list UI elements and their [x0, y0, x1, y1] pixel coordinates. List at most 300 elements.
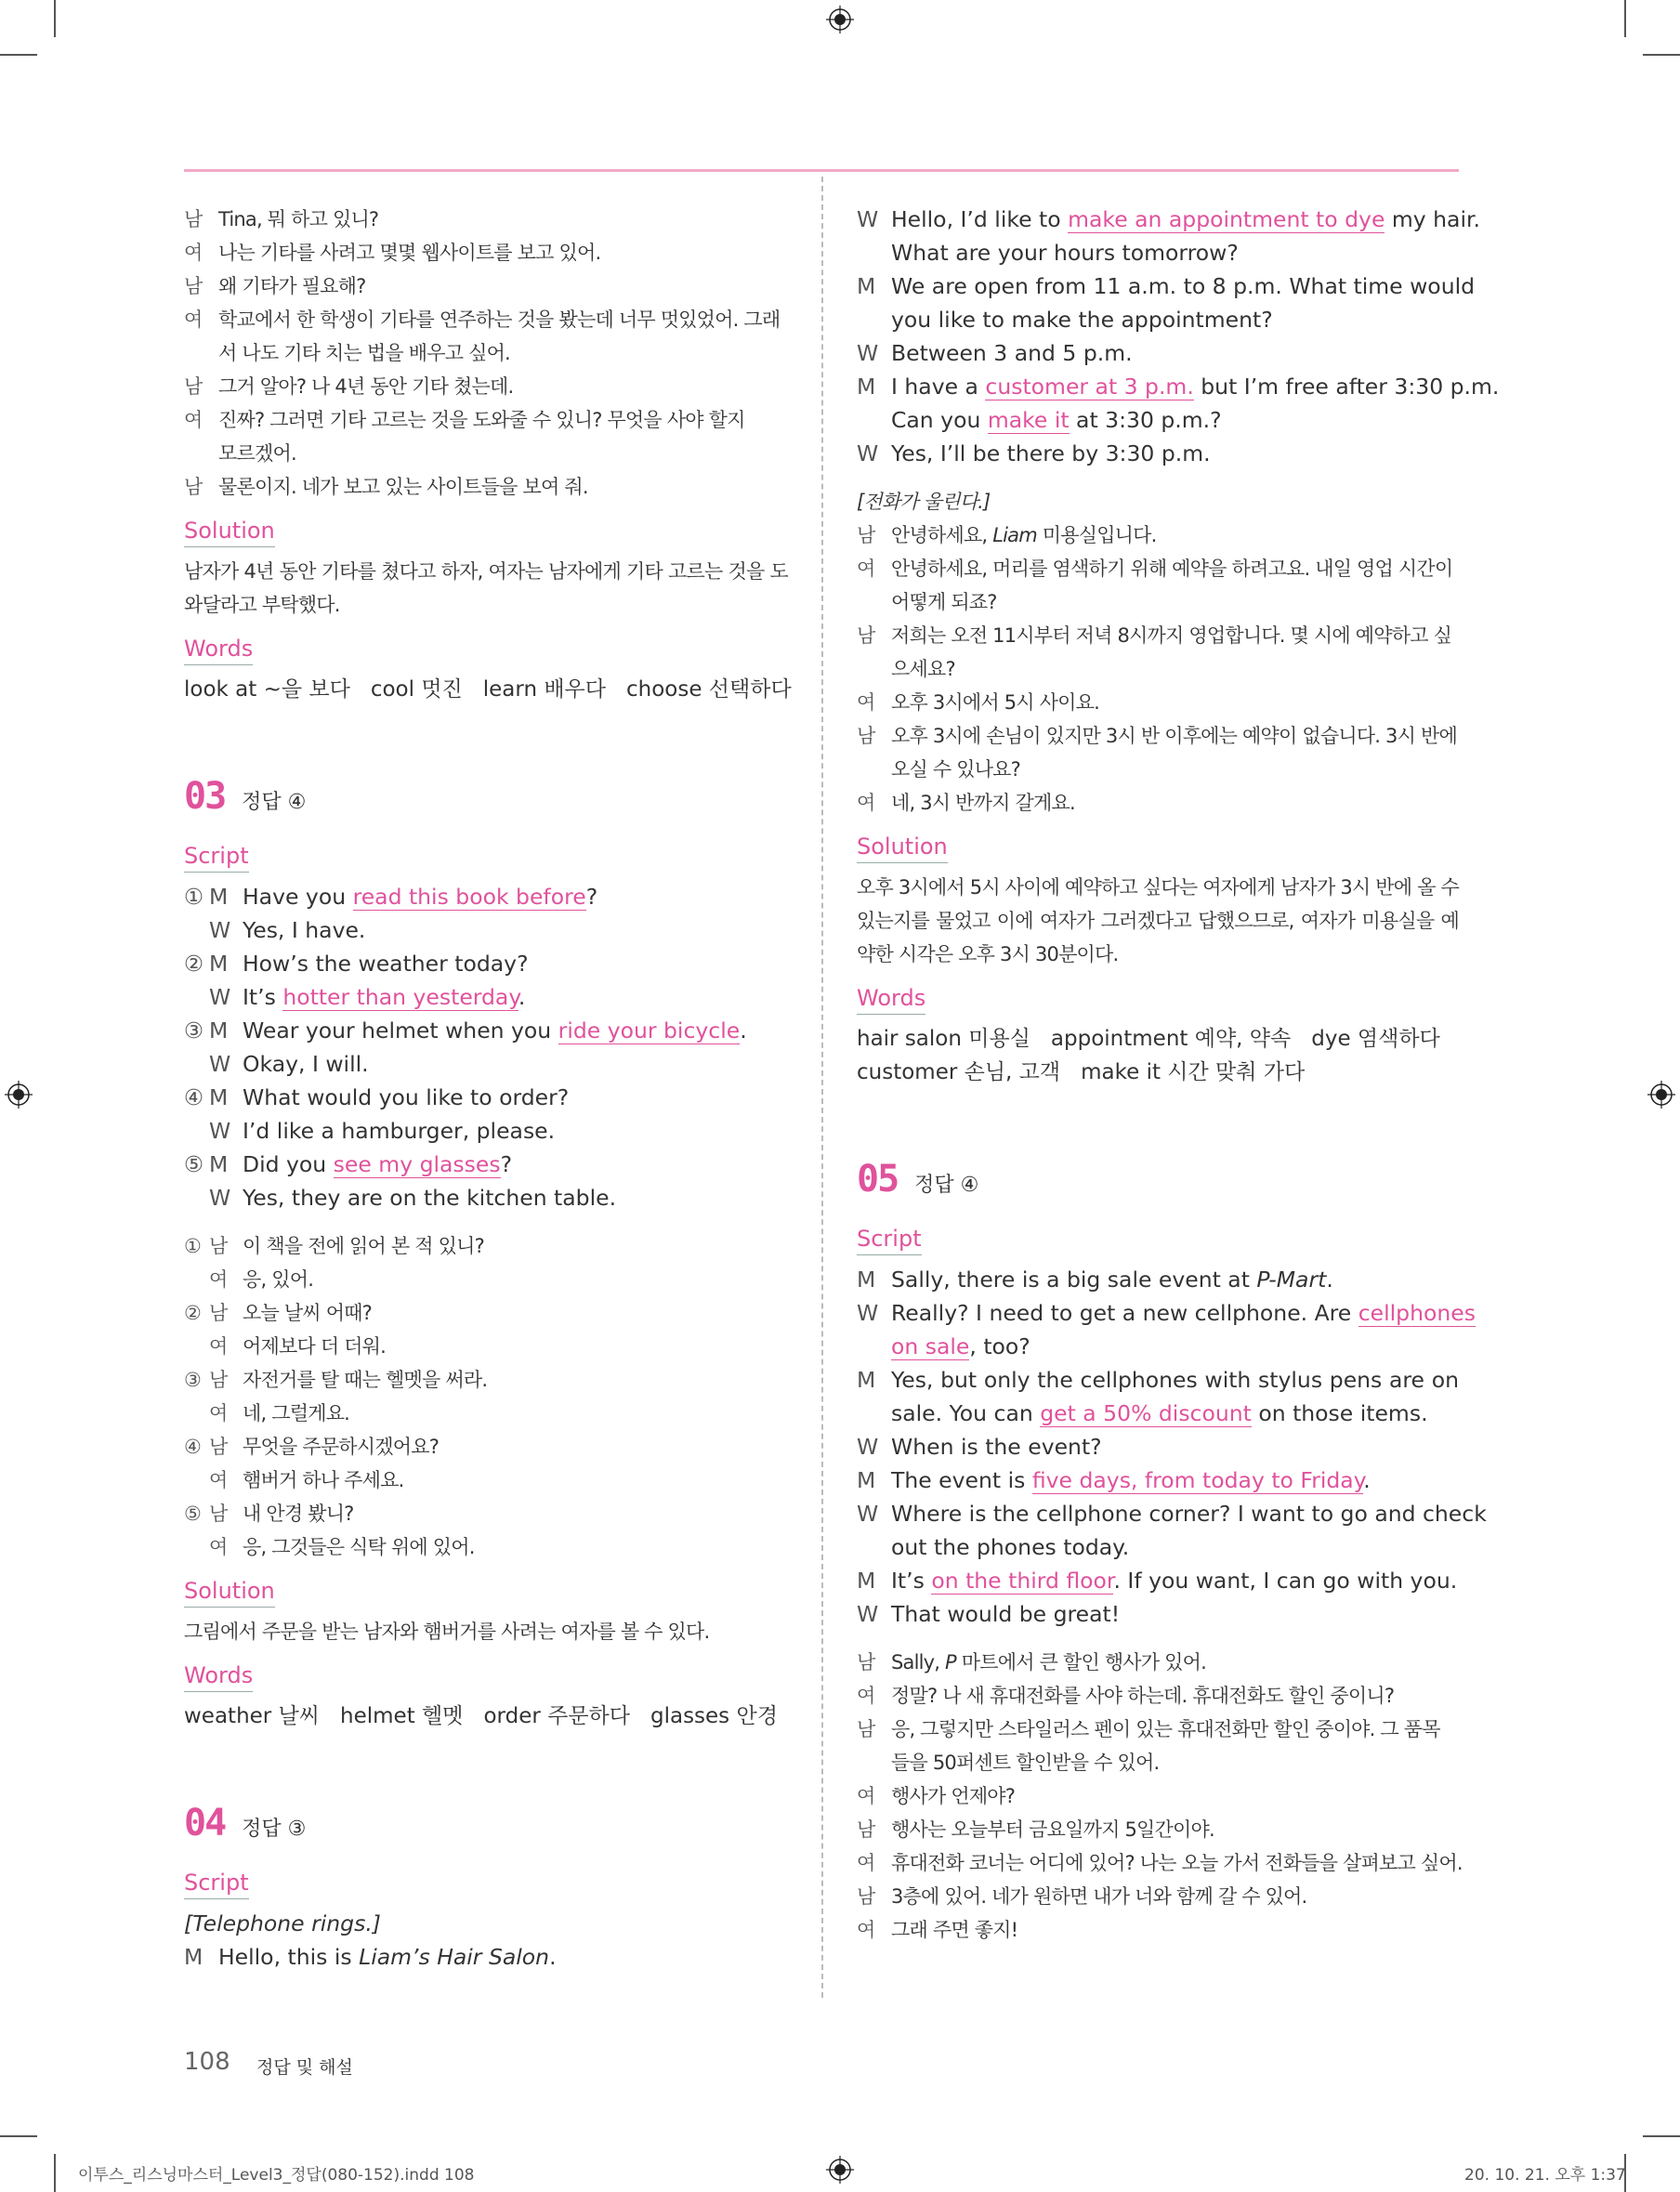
dialog-line	[857, 585, 1459, 619]
dialog-line	[857, 437, 1459, 470]
text-segment: I have a	[891, 374, 986, 400]
crop-mark	[0, 54, 37, 56]
dialog-line	[857, 269, 1476, 303]
item-number: ③	[184, 1017, 204, 1043]
speaker-label: M	[857, 1367, 876, 1393]
answer-label: 정답 ④	[914, 1174, 979, 1197]
crop-mark	[1624, 0, 1626, 37]
text-segment: .	[740, 1017, 747, 1043]
registration-mark-icon	[1647, 1081, 1675, 1109]
line-text	[891, 1713, 1459, 1746]
dialog-line	[857, 1713, 1459, 1746]
dialog-line	[184, 437, 788, 470]
line-text: 진짜? 그러면 기타 고르는 것을 도와줄 수 있니? 무엇을 사야 할지	[218, 409, 745, 431]
line-text	[243, 1148, 788, 1181]
q02-solution-heading: Solution	[184, 517, 275, 547]
line-text	[243, 880, 788, 913]
line-text	[891, 1330, 1459, 1363]
text-segment: What would you like to order?	[243, 1084, 570, 1110]
dialog-line	[184, 980, 788, 1014]
speaker-label: 여	[209, 1536, 228, 1558]
dialog-line	[184, 336, 788, 370]
dialog-line	[184, 913, 788, 947]
word-item: glasses 안경	[650, 1704, 778, 1728]
q05-script	[857, 1263, 1487, 1631]
dialog-line	[184, 236, 788, 269]
dialog-line	[184, 1464, 788, 1497]
item-number	[184, 913, 209, 947]
text-segment: 정말? 나 새 휴대전화를 사야 하는데. 휴대전화도 할인 중이니?	[891, 1685, 1395, 1707]
word-item: cool 멋진	[370, 677, 463, 702]
speaker-label: M	[209, 884, 229, 910]
highlight-phrase: make an appointment to dye	[1068, 206, 1385, 232]
dialog-line	[184, 1530, 788, 1564]
line-text: 나는 기타를 사려고 몇몇 웹사이트를 보고 있어.	[218, 242, 601, 264]
text-segment: you like to make the appointment?	[891, 307, 1273, 333]
dialog-line	[184, 1229, 788, 1263]
line-text: 왜 기타가 필요해?	[218, 275, 366, 297]
question-number: 03	[184, 775, 226, 818]
dialog-line	[857, 1363, 1459, 1397]
line-text	[891, 269, 1475, 303]
line-text: Tina, 뭐 하고 있니?	[218, 208, 379, 230]
word-item: weather 날씨	[184, 1704, 321, 1728]
q05-dialog-ko	[857, 1646, 1463, 1947]
speaker-label: M	[857, 374, 876, 400]
crop-mark	[54, 2154, 56, 2192]
q03-words	[184, 1700, 788, 1733]
crop-mark	[1643, 54, 1680, 56]
speaker-label: 남	[184, 375, 203, 398]
line-text	[891, 1363, 1459, 1397]
speaker-label	[857, 652, 891, 686]
answer-label: 정답 ④	[242, 791, 307, 814]
speaker-label: W	[857, 1434, 879, 1460]
item-number	[184, 980, 209, 1014]
speaker-label: M	[857, 273, 876, 299]
line-text: 이 책을 전에 읽어 본 적 있니?	[243, 1235, 484, 1257]
text-segment: out the phones today.	[891, 1534, 1130, 1560]
word-item: choose 선택하다	[626, 677, 792, 702]
crop-mark	[0, 2135, 37, 2137]
line-text	[891, 236, 1459, 269]
word-item: hair salon 미용실	[857, 1027, 1030, 1051]
line-text	[891, 1746, 1459, 1779]
item-number	[184, 1397, 209, 1430]
dialog-line	[184, 1330, 788, 1363]
line-text: 물론이지. 네가 보고 있는 사이트들을 보여 줘.	[218, 476, 588, 498]
dialog-line	[857, 1813, 1459, 1846]
line-text: 모르겠어.	[218, 442, 296, 465]
dialog-line	[857, 203, 1480, 236]
line-text	[891, 1296, 1476, 1330]
text-segment: 행사가 언제야?	[891, 1785, 1016, 1807]
dialog-line	[184, 1363, 788, 1397]
text-segment: How’s the weather today?	[243, 951, 529, 977]
answer-label: 정답 ③	[242, 1818, 307, 1841]
highlight-phrase: on sale	[891, 1333, 970, 1359]
dialog-line	[857, 686, 1459, 719]
item-number	[184, 1464, 209, 1497]
text-segment: Can you	[891, 407, 988, 433]
text-segment: Between 3 and 5 p.m.	[891, 340, 1133, 366]
text-segment: It’s	[243, 984, 283, 1010]
dialog-line	[184, 203, 788, 236]
emphasis-text: P-Mart	[1256, 1267, 1327, 1293]
q05-header	[857, 1158, 1459, 1201]
text-segment: Yes, I’ll be there by 3:30 p.m.	[891, 440, 1211, 466]
q02-words-heading: Words	[184, 635, 253, 665]
speaker-label: 남	[209, 1369, 228, 1391]
line-text	[891, 1530, 1459, 1564]
text-segment: 오실 수 있나요?	[891, 758, 1021, 781]
speaker-label	[184, 437, 218, 470]
dialog-line	[184, 947, 788, 980]
line-text	[243, 913, 788, 947]
text-segment: Yes, I have.	[243, 917, 366, 943]
speaker-label: 여	[209, 1402, 228, 1424]
speaker-label: 여	[209, 1268, 228, 1291]
emphasis-text: Liam	[992, 524, 1037, 546]
q03-solution-heading: Solution	[184, 1577, 275, 1608]
text-segment: 으세요?	[891, 658, 955, 680]
speaker-label: 남	[857, 524, 875, 546]
q03-script	[184, 880, 788, 1214]
line-text	[891, 753, 1459, 786]
crop-mark	[1643, 2135, 1680, 2137]
text-segment: 휴대전화 코너는 어디에 있어? 나는 오늘 가서 전화들을 살펴보고 싶어.	[891, 1852, 1463, 1874]
speaker-label	[857, 585, 891, 619]
word-item: dye 염색하다	[1311, 1027, 1440, 1051]
dialog-line	[857, 1430, 1459, 1464]
q04-solution-text: 오후 3시에서 5시 사이에 예약하고 싶다는 여자에게 남자가 3시 반에 올 수 있는지를 물었고 이에 여자가 그러겠다고 답했으므로, 여자가 미용실을 예약한 시각은 오후 3시 30분이다.	[857, 876, 1459, 965]
dialog-line	[184, 1263, 788, 1296]
speaker-label	[857, 1330, 891, 1363]
text-segment: Yes, they are on the kitchen table.	[243, 1185, 617, 1211]
text-segment: Yes, but only the cellphones with stylus pens are on	[891, 1367, 1459, 1393]
line-text: 내 안경 봤니?	[243, 1503, 354, 1525]
text-segment: .	[1363, 1467, 1371, 1493]
script-line: M Hello, this is Liam’s Hair Salon.	[184, 1944, 557, 1970]
speaker-label: 남	[857, 1885, 875, 1908]
line-text	[891, 1564, 1459, 1597]
text-segment: Wear your helmet when you	[243, 1017, 558, 1043]
speaker-label: 여	[857, 792, 875, 814]
speaker-label: 남	[857, 1818, 875, 1841]
text-segment: It’s	[891, 1568, 932, 1594]
speaker-label: 여	[209, 1335, 228, 1358]
text-segment: Sally,	[891, 1651, 946, 1674]
q04-script-heading: Script	[184, 1869, 249, 1899]
q04-solution-heading: Solution	[857, 833, 948, 863]
dialog-line	[857, 786, 1459, 820]
line-text	[891, 585, 1459, 619]
dialog-line	[184, 1081, 788, 1114]
speaker-label: 남	[857, 1718, 875, 1740]
word-item: look at ~을 보다	[184, 677, 350, 702]
line-text	[891, 1846, 1463, 1880]
item-number	[184, 1330, 209, 1363]
line-text: 오늘 날씨 어때?	[243, 1302, 373, 1324]
speaker-label: 남	[857, 1651, 875, 1674]
line-text	[891, 1779, 1459, 1813]
question-number: 04	[184, 1802, 226, 1844]
speaker-label: 남	[209, 1436, 228, 1458]
dialog-line	[184, 403, 788, 437]
dialog-line	[857, 403, 1459, 437]
line-text: 자전거를 탈 때는 헬멧을 써라.	[243, 1369, 488, 1391]
column-divider	[821, 177, 823, 1998]
slug-file: 이투스_리스닝마스터_Level3_정답(080-152).indd 108	[78, 2166, 475, 2185]
line-text	[891, 786, 1459, 820]
text-segment: The event is	[891, 1467, 1032, 1493]
speaker-label: 여	[857, 558, 875, 580]
text-segment: 안녕하세요, 머리를 염색하기 위해 예약을 하려고요. 내일 영업 시간이	[891, 558, 1453, 580]
speaker-label: W	[857, 440, 879, 466]
text-segment: on those items.	[1251, 1400, 1428, 1426]
text-segment: That would be great!	[891, 1601, 1121, 1627]
text-segment: Did you	[243, 1151, 334, 1177]
speaker-label: 여	[857, 1785, 875, 1807]
dialog-line	[857, 1464, 1459, 1497]
speaker-label: 여	[184, 409, 203, 431]
text-segment: 그래 주면 좋지!	[891, 1919, 1018, 1941]
word-item: customer 손님, 고객	[857, 1060, 1061, 1084]
dialog-line	[184, 1014, 788, 1047]
speaker-label: 남	[857, 725, 875, 747]
text-segment: ?	[500, 1151, 513, 1177]
dialog-line	[184, 1397, 788, 1430]
dialog-line	[857, 518, 1459, 552]
highlight-phrase: hotter than yesterday	[282, 984, 518, 1010]
line-text	[891, 336, 1459, 370]
text-segment: my hair.	[1385, 206, 1480, 232]
line-text	[891, 1813, 1459, 1846]
highlight-phrase: on the third floor	[931, 1568, 1114, 1594]
line-text: 네, 그럴게요.	[243, 1402, 350, 1424]
dialog-line	[857, 1397, 1459, 1430]
q03-solution-text: 그림에서 주문을 받는 남자와 햄버거를 사려는 여자를 볼 수 있다.	[184, 1621, 710, 1643]
dialog-line	[184, 370, 788, 403]
dialog-line	[857, 1846, 1463, 1880]
line-text: 서 나도 기타 치는 법을 배우고 싶어.	[218, 342, 510, 364]
item-number	[184, 1047, 209, 1081]
line-text	[891, 518, 1459, 552]
speaker-label: M	[857, 1568, 876, 1594]
q02-dialog-ko	[184, 203, 788, 504]
dialog-line	[857, 652, 1459, 686]
text-segment: 들을 50퍼센트 할인받을 수 있어.	[891, 1752, 1160, 1774]
dialog-line	[857, 719, 1459, 753]
text-segment: 3층에 있어. 네가 원하면 내가 너와 함께 갈 수 있어.	[891, 1885, 1307, 1908]
speaker-label: M	[209, 1151, 229, 1177]
line-text	[891, 1646, 1459, 1679]
dialog-line	[184, 1181, 788, 1214]
line-text	[243, 980, 788, 1014]
q04-words-line2	[857, 1056, 1459, 1089]
registration-mark-icon	[826, 6, 854, 33]
item-number: ④	[184, 1436, 202, 1458]
line-text	[891, 303, 1459, 336]
text-segment: .	[518, 984, 526, 1010]
left-column	[184, 203, 792, 1974]
stage-direction: [Telephone rings.]	[184, 1910, 381, 1936]
text-segment: 저희는 오전 11시부터 저녁 8시까지 영업합니다. 몇 시에 예약하고 싶	[891, 624, 1452, 647]
dialog-line	[857, 552, 1459, 585]
speaker-label: M	[857, 1267, 876, 1293]
line-text	[891, 1464, 1459, 1497]
text-segment: Have you	[243, 884, 353, 910]
line-text	[891, 652, 1459, 686]
speaker-label: W	[209, 1051, 231, 1077]
q03-script-heading: Script	[184, 842, 249, 873]
speaker-label: W	[857, 206, 879, 232]
dialog-line	[857, 1597, 1459, 1631]
highlight-phrase: see my glasses	[333, 1151, 501, 1177]
item-number	[184, 1181, 209, 1214]
dialog-line	[857, 1746, 1459, 1779]
q05-script-heading: Script	[857, 1225, 922, 1255]
line-text	[243, 1181, 788, 1214]
item-number: ②	[184, 1302, 202, 1324]
text-segment: at 3:30 p.m.?	[1069, 407, 1222, 433]
line-text	[891, 1880, 1459, 1913]
text-segment: 오후 3시에서 5시 사이요.	[891, 691, 1099, 714]
highlight-phrase: cellphones	[1358, 1300, 1476, 1326]
q04-dialog-ko	[857, 518, 1459, 820]
text-segment: 네, 3시 반까지 갈게요.	[891, 792, 1075, 814]
text-segment: 어떻게 되죠?	[891, 591, 997, 613]
line-text	[891, 619, 1459, 652]
line-text: 응, 그것들은 식탁 위에 있어.	[243, 1536, 475, 1558]
dialog-line	[857, 1263, 1459, 1296]
speaker-label: 남	[184, 476, 203, 498]
speaker-label	[184, 336, 218, 370]
text-segment: What are your hours tomorrow?	[891, 240, 1239, 266]
q02-solution-text: 남자가 4년 동안 기타를 쳤다고 하자, 여자는 남자에게 기타 고르는 것을 도와달라고 부탁했다.	[184, 560, 788, 616]
text-segment: 행사는 오늘부터 금요일까지 5일간이야.	[891, 1818, 1214, 1841]
text-segment: Sally, there is a big sale event at	[891, 1267, 1257, 1293]
q04-header	[184, 1802, 788, 1844]
line-text	[243, 1114, 788, 1148]
line-text	[891, 552, 1459, 585]
speaker-label: 남	[184, 275, 203, 297]
dialog-line	[184, 1430, 788, 1464]
speaker-label	[857, 1530, 891, 1564]
dialog-line	[184, 1047, 788, 1081]
registration-mark-icon	[826, 2156, 854, 2184]
q04-words-heading: Words	[857, 984, 925, 1015]
speaker-label: 여	[209, 1469, 228, 1491]
text-segment: I’d like a hamburger, please.	[243, 1118, 556, 1144]
item-number: ①	[184, 884, 204, 910]
text-segment: We are open from 11 a.m. to 8 p.m. What time would	[891, 273, 1476, 299]
text-segment: ?	[585, 884, 598, 910]
dialog-line	[184, 1296, 788, 1330]
text-segment: Hello, I’d like to	[891, 206, 1069, 232]
line-text	[243, 947, 788, 980]
speaker-label: 남	[209, 1503, 228, 1525]
line-text	[891, 1497, 1487, 1530]
line-text: 그거 알아? 나 4년 동안 기타 쳤는데.	[218, 375, 514, 398]
speaker-label: W	[857, 340, 879, 366]
page-number: 108	[184, 2048, 230, 2076]
crop-mark	[54, 0, 56, 37]
dialog-line	[857, 1296, 1476, 1330]
text-segment: .	[1326, 1267, 1333, 1293]
speaker-label: 여	[857, 1919, 875, 1941]
text-segment: Okay, I will.	[243, 1051, 369, 1077]
speaker-label	[857, 1397, 891, 1430]
speaker-label: 여	[184, 308, 203, 331]
q03-dialog-ko	[184, 1229, 788, 1564]
word-item: appointment 예약, 약속	[1050, 1027, 1292, 1051]
right-column	[857, 203, 1500, 1947]
speaker-label: 남	[209, 1235, 228, 1257]
speaker-label: M	[209, 951, 229, 977]
highlight-phrase: five days, from today to Friday	[1031, 1467, 1364, 1493]
highlight-phrase: read this book before	[352, 884, 586, 910]
dialog-line	[857, 1779, 1459, 1813]
dialog-line	[857, 1564, 1459, 1597]
dialog-line	[184, 1114, 788, 1148]
line-text: 어제보다 더 더워.	[243, 1335, 387, 1358]
dialog-line	[184, 470, 788, 504]
line-text	[243, 1047, 788, 1081]
line-text	[891, 1397, 1459, 1430]
item-number: ③	[184, 1369, 202, 1391]
speaker-label: W	[209, 984, 231, 1010]
dialog-line	[857, 370, 1500, 403]
item-number: ⑤	[184, 1151, 204, 1177]
dialog-line	[857, 619, 1459, 652]
speaker-label: W	[857, 1601, 879, 1627]
line-text	[891, 1597, 1459, 1631]
text-segment: . If you want, I can go with you.	[1113, 1568, 1458, 1594]
item-number: ①	[184, 1235, 202, 1257]
item-number	[184, 1114, 209, 1148]
highlight-phrase: ride your bicycle	[558, 1017, 741, 1043]
highlight-phrase: customer at 3 p.m.	[985, 374, 1194, 400]
q04-script-cont	[857, 203, 1500, 470]
dialog-line	[857, 1880, 1459, 1913]
item-number	[184, 1530, 209, 1564]
dialog-line	[184, 1497, 788, 1530]
line-text	[891, 370, 1499, 403]
q02-words	[184, 673, 792, 706]
dialog-line	[857, 336, 1459, 370]
text-segment: Really? I need to get a new cellphone. Are	[891, 1300, 1358, 1326]
speaker-label: M	[857, 1467, 876, 1493]
top-rule	[184, 169, 1459, 172]
stage-direction-ko: [전화가 울린다.]	[857, 491, 991, 513]
item-number: ⑤	[184, 1503, 202, 1525]
dialog-line	[857, 303, 1459, 336]
question-number: 05	[857, 1158, 899, 1201]
dialog-line	[857, 1679, 1459, 1713]
speaker-label: 남	[184, 208, 203, 230]
line-text: 학교에서 한 학생이 기타를 연주하는 것을 봤는데 너무 멋있었어. 그래	[218, 308, 781, 331]
speaker-label	[857, 1746, 891, 1779]
speaker-label	[857, 303, 891, 336]
line-text	[891, 1679, 1459, 1713]
line-text: 햄버거 하나 주세요.	[243, 1469, 404, 1491]
word-item: helmet 헬멧	[340, 1704, 464, 1728]
dialog-line	[857, 1530, 1459, 1564]
text-segment: 오후 3시에 손님이 있지만 3시 반 이후에는 예약이 없습니다. 3시 반에	[891, 725, 1457, 747]
speaker-label	[857, 236, 891, 269]
line-text: 무엇을 주문하시겠어요?	[243, 1436, 440, 1458]
